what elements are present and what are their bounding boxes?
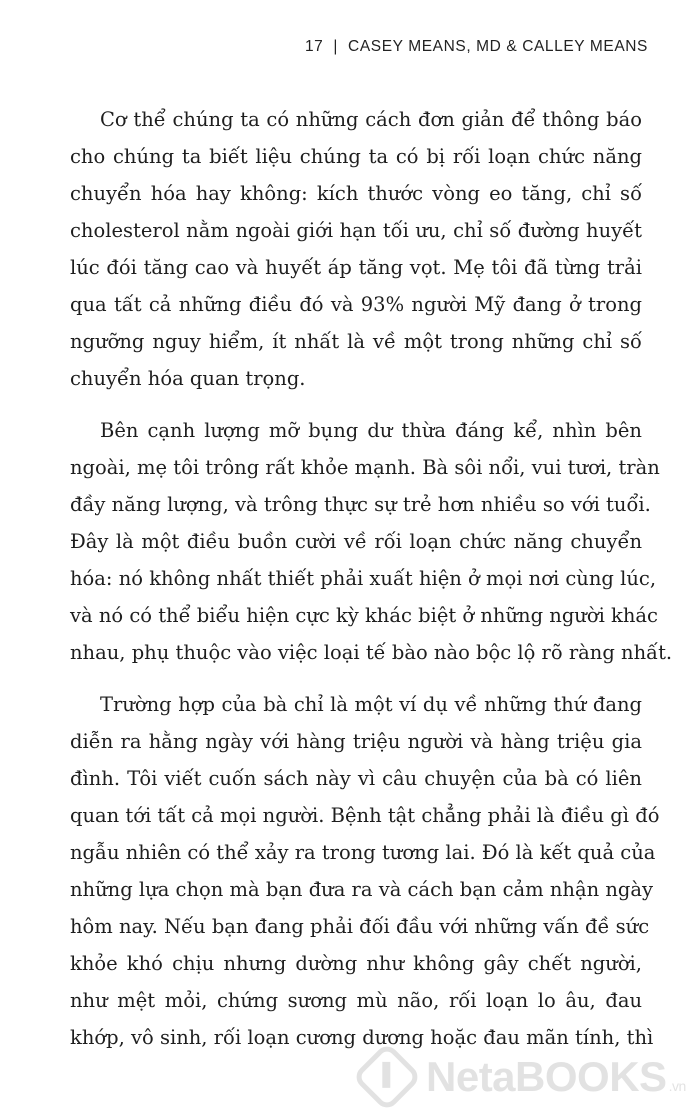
text-line: Đây là một điều buồn cười về rối loạn chức năng chuyển	[70, 530, 642, 553]
watermark	[362, 1052, 686, 1102]
text-line: như mệt mỏi, chứng sương mù não, rối loạn lo âu, đau	[70, 989, 642, 1012]
paragraph-2	[70, 412, 673, 671]
header-separator: |	[333, 38, 339, 55]
text-line: Bên cạnh lượng mỡ bụng dư thừa đáng kể, nhìn bên	[100, 419, 642, 442]
text-line: chuyển hóa hay không: kích thước vòng eo tăng, chỉ số	[70, 182, 642, 205]
text-line: những lựa chọn mà bạn đưa ra và cách bạn cảm nhận ngày	[70, 878, 654, 901]
text-line: cho chúng ta biết liệu chúng ta có bị rối loạn chức năng	[70, 145, 642, 168]
text-line: ngoài, mẹ tôi trông rất khỏe mạnh. Bà sôi nổi, vui tươi, tràn	[70, 456, 660, 479]
running-header	[305, 38, 648, 56]
header-authors: CASEY MEANS, MD & CALLEY MEANS	[348, 38, 648, 55]
paragraph-3	[70, 686, 660, 1056]
text-line: Trường hợp của bà chỉ là một ví dụ về những thứ đang	[100, 693, 642, 716]
text-line: ngẫu nhiên có thể xảy ra trong tương lai. Đó là kết quả của	[70, 841, 656, 864]
text-line: cholesterol nằm ngoài giới hạn tối ưu, chỉ số đường huyết	[70, 219, 642, 242]
text-line: hôm nay. Nếu bạn đang phải đối đầu với những vấn đề sức	[70, 915, 650, 938]
body-text	[70, 101, 673, 1071]
text-line: Cơ thể chúng ta có những cách đơn giản để thông báo	[100, 108, 642, 131]
watermark-brand: NetaBOOKS .vn	[426, 1053, 686, 1100]
text-line: khỏe khó chịu nhưng dường như không gây chết người,	[70, 952, 642, 975]
text-line: đầy năng lượng, và trông thực sự trẻ hơn nhiều so với tuổi.	[70, 493, 651, 516]
text-line: khớp, vô sinh, rối loạn cương dương hoặc đau mãn tính, thì	[70, 1026, 654, 1049]
paragraph-1	[70, 101, 642, 397]
text-line: quan tới tất cả mọi người. Bệnh tật chẳng phải là điều gì đó	[70, 804, 660, 827]
text-line: đình. Tôi viết cuốn sách này vì câu chuyện của bà có liên	[70, 767, 642, 790]
text-line: qua tất cả những điều đó và 93% người Mỹ đang ở trong	[70, 293, 642, 316]
netabooks-logo-icon	[352, 1042, 423, 1113]
text-line: chuyển hóa quan trọng.	[70, 367, 306, 390]
watermark-suffix: .vn	[668, 1078, 686, 1094]
text-line: và nó có thể biểu hiện cực kỳ khác biệt ở những người khác	[70, 604, 658, 627]
text-line: diễn ra hằng ngày với hàng triệu người và hàng triệu gia	[70, 730, 642, 753]
text-line: ngưỡng nguy hiểm, ít nhất là về một trong những chỉ số	[70, 330, 642, 353]
text-line: lúc đói tăng cao và huyết áp tăng vọt. Mẹ tôi đã từng trải	[70, 256, 642, 279]
text-line: hóa: nó không nhất thiết phải xuất hiện ở mọi nơi cùng lúc,	[70, 567, 657, 590]
text-line: nhau, phụ thuộc vào việc loại tế bào nào bộc lộ rõ ràng nhất.	[70, 641, 673, 664]
page-number: 17	[304, 38, 324, 55]
